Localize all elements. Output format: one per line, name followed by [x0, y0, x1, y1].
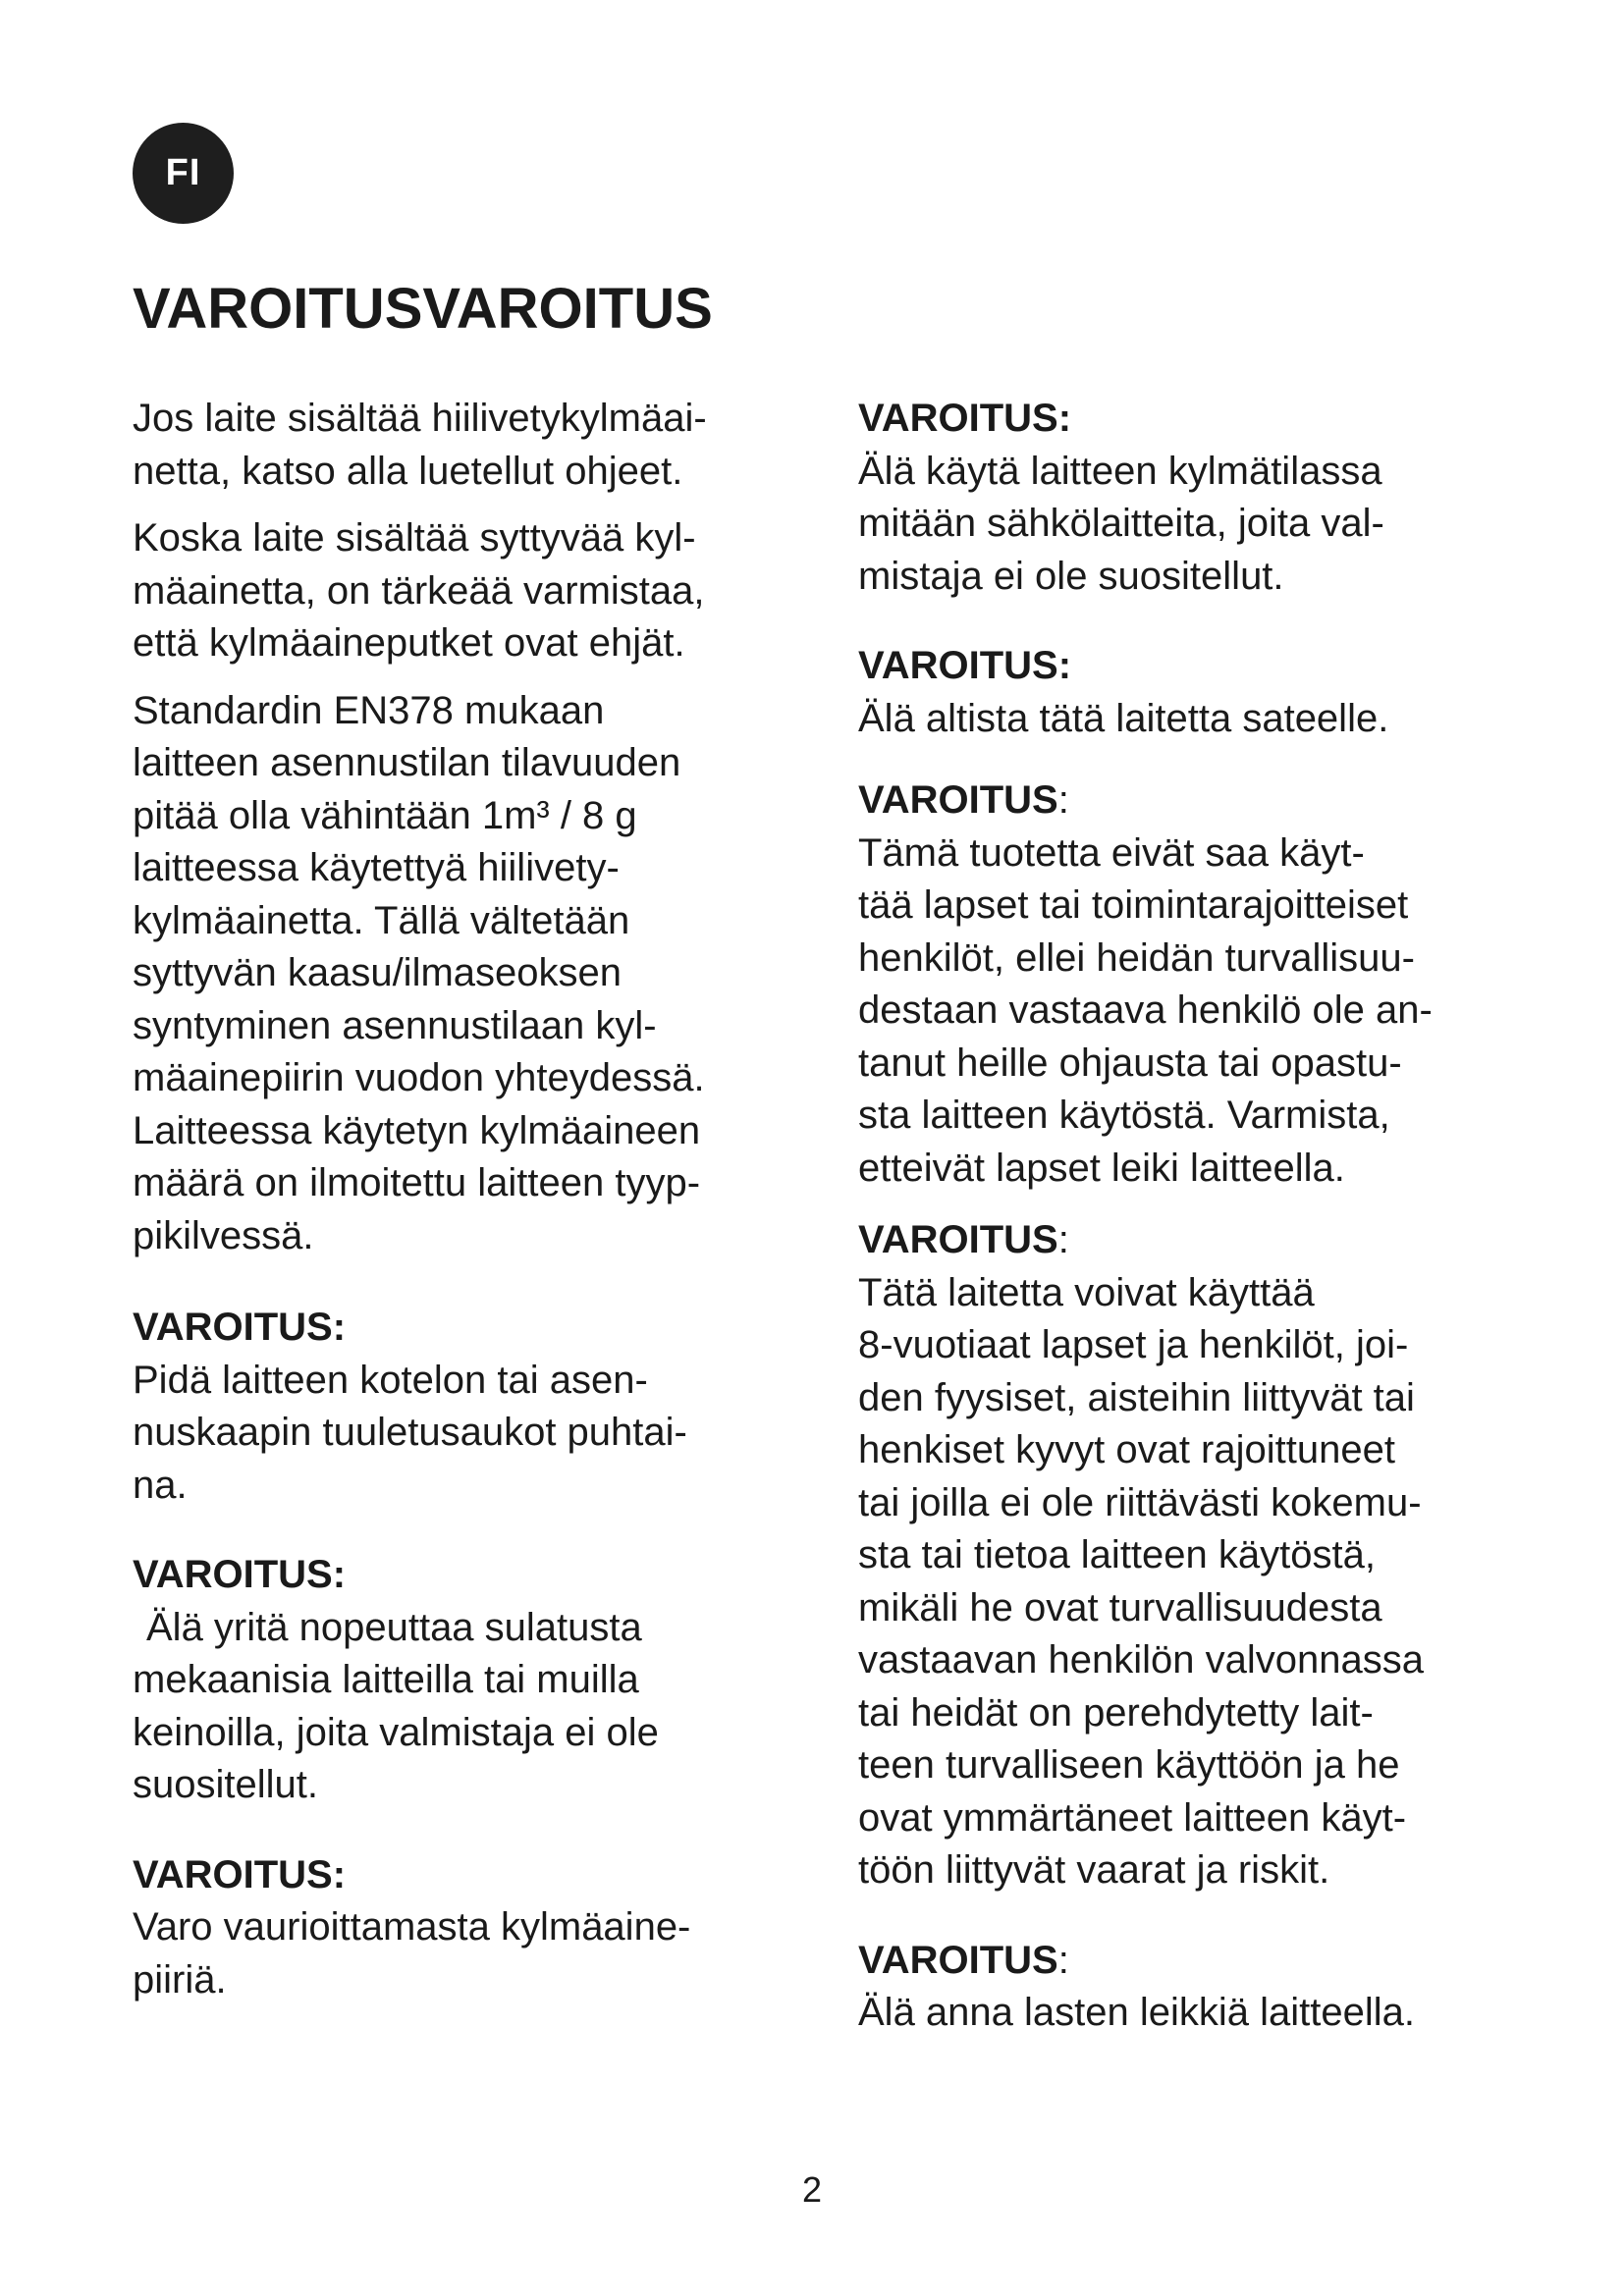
- warning-heading: VAROITUS:: [133, 1306, 347, 1349]
- warning-text: Varo vaurioittamasta kylmäaine- piiriä.: [133, 1905, 691, 2002]
- warning-text: Tätä laitetta voivat käyttää 8-vuotiaat lapset ja henkilöt, joi- den fyysiset, aisteihin liittyvät tai henkiset kyvyt ovat rajoittuneet tai joilla ei ole riittävästi kokemu- sta tai tietoa laitteen käytöstä, mikäli he ovat turvallisuudesta vastaavan henkilön valvonnassa tai heidät on perehdytetty lait- teen turvalliseen käyttöön ja he ovat ymmärtäneet laitteen käyt- töön liittyvät vaarat ja riskit.: [858, 1270, 1424, 1892]
- warning-heading-line: [858, 774, 1545, 828]
- warning-text: Älä yritä nopeuttaa sulatusta mekaanisia laitteilla tai muilla keinoilla, joita valmistaja ei ole suositellut.: [133, 1605, 659, 1806]
- intro-paragraph: Jos laite sisältää hiilivetykylmäai- netta, katso alla luetellut ohjeet.: [133, 397, 707, 493]
- warning-heading: VAROITUS: [858, 1938, 1058, 1982]
- warning-heading: VAROITUS: [858, 1218, 1058, 1261]
- warning-colon: :: [1057, 778, 1069, 822]
- warning-ventilation: [133, 1302, 800, 1512]
- warning-text: Älä anna lasten leikkiä laitteella.: [858, 1991, 1416, 2034]
- warning-children-play: [858, 1935, 1545, 2040]
- warning-colon: :: [1057, 1938, 1069, 1982]
- warning-heading-line: [858, 1214, 1545, 1267]
- warning-heading: VAROITUS:: [133, 1553, 347, 1596]
- warning-children-restricted: [858, 774, 1545, 1195]
- warning-rain: [858, 640, 1545, 745]
- warning-heading: VAROITUS: [858, 778, 1058, 822]
- warning-heading: VAROITUS:: [858, 397, 1072, 440]
- warning-text: Tämä tuotetta eivät saa käyt- tää lapset tai toimintarajoitteiset henkilöt, ellei heidän turvallisuu- destaan vastaava henkilö ole an- tanut heille ohjausta tai opastu- sta laitteen käytöstä. Varmista, etteivät lapset leiki laitteella.: [858, 830, 1433, 1190]
- warning-heading-line: [858, 1935, 1545, 1988]
- flammable-refrigerant-paragraph: Koska laite sisältää syttyvää kyl- mäainetta, on tärkeää varmistaa, että kylmäaineputket ovat ehjät.: [133, 516, 705, 665]
- page-title: VAROITUSVAROITUS: [133, 277, 713, 341]
- warning-colon: :: [1057, 1218, 1069, 1261]
- language-badge: FI: [133, 123, 234, 224]
- warning-children-8-years: [858, 1214, 1545, 1897]
- warning-text: Älä altista tätä laitetta sateelle.: [858, 696, 1389, 740]
- en378-paragraph: Standardin EN378 mukaan laitteen asennustilan tilavuuden pitää olla vähintään 1m³ / 8 g laitteessa käytettyä hiilivety- kylmäainetta. Tällä vältetään syttyvän kaasu/ilmaseoksen syntyminen asennustilaan kyl- mäainepiirin vuodon yhteydessä. Laitteessa käytetyn kylmäaineen määrä on ilmoitettu laitteen tyyp- pikilvessä.: [133, 688, 705, 1257]
- warning-heading: VAROITUS:: [858, 644, 1072, 687]
- page-number: 2: [801, 2169, 823, 2210]
- warning-heading: VAROITUS:: [133, 1852, 347, 1896]
- right-column: [858, 393, 1545, 2055]
- warning-text: Pidä laitteen kotelon tai asen- nuskaapin tuuletusaukot puhtai- na.: [133, 1358, 687, 1507]
- warning-refrigerant-circuit: [133, 1849, 800, 2007]
- warning-electrical-appliances: [858, 393, 1545, 603]
- warning-text: Älä käytä laitteen kylmätilassa mitään sähkölaitteita, joita val- mistaja ei ole suositellut.: [858, 449, 1384, 598]
- warning-defrost: [133, 1549, 800, 1812]
- left-column: [133, 393, 800, 2021]
